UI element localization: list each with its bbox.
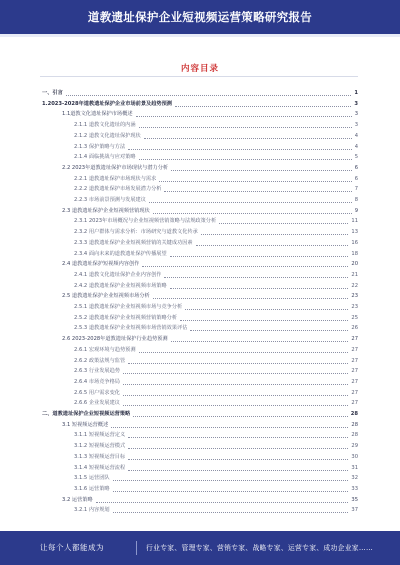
toc-entry[interactable] (74, 441, 358, 451)
toc-leader-dots (113, 512, 349, 513)
toc-entry-label: 2.2.1 道教遗址保护市场现状与需求 (74, 175, 157, 182)
footer-slogan: 让每个人都能成为 (40, 543, 104, 552)
toc-entry[interactable] (74, 142, 358, 152)
toc-entry-page: 3 (354, 122, 358, 129)
toc-entry[interactable] (62, 259, 358, 269)
toc-entry-label: 2.6 2023-2028年道教遗址保护行业趋势预测 (62, 336, 168, 343)
toc-leader-dots (113, 491, 349, 492)
toc-entry-label: 2.6.5 用户需求变化 (74, 389, 120, 396)
toc-entry[interactable] (74, 131, 358, 141)
toc-entry-label: 3.1 短视频运营概述 (62, 421, 109, 428)
toc-leader-dots (180, 320, 348, 321)
toc-entry-label: 2.5.1 道教遗址保护企业短视频市场与竞争分析 (74, 304, 183, 310)
toc-leader-dots (128, 363, 348, 364)
toc-entry-page: 27 (351, 389, 358, 396)
toc-entry-label: 2.6.3 行业发展趋势 (74, 368, 120, 375)
toc-leader-dots (201, 234, 349, 235)
toc-entry-page: 27 (351, 336, 358, 343)
toc-entry[interactable] (74, 430, 358, 440)
toc-entry[interactable] (74, 484, 358, 494)
toc-entry-page: 29 (351, 443, 358, 450)
toc-entry-page: 4 (354, 132, 358, 139)
toc-entry-label: 2.6.4 市场竞争格局 (74, 378, 120, 385)
toc-entry-page: 22 (351, 282, 358, 289)
toc-entry-page: 23 (351, 304, 358, 310)
toc-entry-label: 3.1.5 运营团队 (74, 475, 110, 482)
toc-entry-page: 31 (351, 464, 358, 471)
toc-entry[interactable] (74, 174, 358, 184)
toc-leader-dots (170, 288, 349, 289)
toc-entry-page: 16 (351, 239, 358, 246)
toc-entry[interactable] (74, 302, 358, 312)
toc-leader-dots (128, 437, 348, 438)
toc-entry-label: 2.1.4 面临挑战与应对策略 (74, 154, 136, 161)
toc-entry[interactable] (62, 163, 358, 173)
toc-leader-dots (128, 470, 348, 471)
toc-entry-label: 2.4 道教遗址保护短视频内容创作 (62, 261, 140, 268)
toc-entry[interactable] (42, 99, 358, 109)
toc-entry[interactable] (74, 323, 358, 333)
toc-leader-dots (139, 352, 349, 353)
toc-entry[interactable] (74, 152, 358, 162)
toc-entry-label: 3.1.3 短视频运营目标 (74, 453, 126, 460)
toc-leader-dots (190, 330, 348, 331)
header-bar (0, 0, 400, 34)
toc-entry[interactable] (74, 120, 358, 130)
toc-entry-page: 7 (354, 186, 358, 193)
toc-entry-label: 二、道教遗址保护企业短视频运营策略 (42, 411, 131, 417)
report-title: 道教遗址保护企业短视频运营策略研究报告 (87, 10, 313, 24)
toc-entry-page: 1 (354, 90, 358, 96)
toc-entry-page: 27 (351, 400, 358, 407)
toc-entry-page: 8 (354, 197, 358, 203)
toc-entry[interactable] (74, 473, 358, 483)
toc-entry[interactable] (74, 216, 358, 226)
toc-leader-dots (144, 138, 352, 139)
toc-entry-label: 2.2.2 道教遗址保护市场发展潜力分析 (74, 186, 162, 193)
toc-entry[interactable] (74, 388, 358, 398)
toc-entry-page: 30 (351, 453, 358, 460)
toc-entry-label: 2.3 道教遗址保护企业短视频营销现状 (62, 207, 150, 214)
toc-leader-dots (153, 213, 352, 214)
toc-entry-label: 2.4.2 道教遗址保护企业短视频市场策略 (74, 282, 167, 289)
toc-entry[interactable] (74, 249, 358, 259)
toc-leader-dots (142, 266, 348, 267)
toc-entry[interactable] (62, 291, 358, 301)
toc-entry-label: 一、引言 (42, 90, 63, 96)
toc-leader-dots (128, 448, 348, 449)
toc-entry-page: 11 (351, 218, 358, 225)
toc-entry-label: 2.3.3 道教遗址保护企业短视频营销的关键成功因素 (74, 239, 193, 246)
toc-leader-dots (123, 373, 348, 374)
toc-entry-page: 9 (354, 207, 358, 214)
toc-leader-dots (139, 127, 352, 128)
toc-entry-page: 21 (351, 271, 358, 278)
toc-entry[interactable] (62, 495, 358, 505)
toc-entry[interactable] (74, 463, 358, 473)
toc-entry-page: 28 (351, 432, 358, 439)
toc-leader-dots (185, 309, 348, 310)
toc-entry[interactable] (62, 109, 358, 119)
toc-entry-page: 3 (354, 100, 358, 107)
toc-leader-dots (159, 181, 351, 182)
toc-entry[interactable] (62, 334, 358, 344)
toc-entry[interactable] (74, 366, 358, 376)
toc-leader-dots (170, 256, 349, 257)
toc-entry-page: 27 (351, 357, 358, 364)
toc-entry-label: 2.2 2023年道教遗址保护市场现状与潜力分析 (62, 164, 169, 171)
toc-entry[interactable] (74, 313, 358, 323)
toc-entry-page: 37 (351, 507, 358, 514)
toc-entry-label: 1.1道教文化遗址保护市场概述 (62, 111, 133, 118)
toc-leader-dots (96, 502, 349, 503)
footer-bar (0, 531, 400, 565)
toc-entry-page: 28 (351, 421, 358, 428)
toc-entry-label: 2.5.2 道教遗址保护企业短视频营销策略分析 (74, 314, 178, 321)
toc-entry-label: 3.2.1 内容规划 (74, 507, 110, 514)
toc-entry-page: 28 (350, 411, 358, 417)
toc-entry[interactable] (74, 238, 358, 248)
toc-entry[interactable] (74, 270, 358, 280)
toc-leader-dots (153, 298, 349, 299)
toc-entry-page: 6 (354, 175, 358, 182)
toc-entry-page: 32 (351, 475, 358, 482)
toc-leader-dots (123, 395, 348, 396)
header-underline (0, 34, 400, 37)
toc-entry-label: 2.1.3 保护策略与方法 (74, 143, 126, 150)
toc-entry[interactable] (74, 505, 358, 515)
toc-leader-dots (149, 202, 352, 203)
footer-roles: 行业专家、管理专家、营销专家、战略专家、运营专家、成功企业家…… (146, 544, 374, 552)
toc-leader-dots (219, 223, 348, 224)
toc-entry-label: 3.2 运营策略 (62, 496, 93, 503)
toc-entry[interactable] (74, 281, 358, 291)
toc-entry-label: 2.4.1 道教文化遗址保护企业内容创作 (74, 271, 162, 278)
toc-leader-dots (136, 116, 352, 117)
toc-entry-label: 2.1.1 道教文化遗址的内涵 (74, 122, 136, 129)
toc-entry-label: 2.3.2 用户群体与需求分析：市场研究与道教文化传承 (74, 229, 198, 236)
toc-entry-label: 2.5.3 道教遗址保护企业短视频市场营销效果评估 (74, 325, 188, 332)
toc-entry[interactable] (74, 345, 358, 355)
toc-entry-page: 23 (351, 293, 358, 300)
toc-entry-page: 5 (354, 154, 358, 161)
toc-leader-dots (164, 277, 348, 278)
toc-entry-page: 33 (351, 485, 358, 492)
toc-entry-label: 2.5 道教遗址保护企业短视频市场分析 (62, 293, 150, 300)
toc-entry-label: 2.1.2 道教文化遗址保护现状 (74, 132, 141, 139)
toc-leader-dots (171, 170, 352, 171)
toc-entry[interactable] (74, 227, 358, 237)
toc-leader-dots (128, 149, 352, 150)
toc-leader-dots (171, 341, 349, 342)
toc-entry[interactable] (74, 184, 358, 194)
toc-entry-label: 2.6.2 政策法规与监管 (74, 357, 126, 364)
toc-entry-label: 2.3.4 面向未来的道教遗址保护传播展望 (74, 250, 167, 257)
toc-entry-page: 20 (351, 261, 358, 268)
toc-entry-page: 6 (354, 164, 358, 171)
footer-divider (136, 541, 137, 555)
toc-leader-dots (164, 191, 351, 192)
toc-entry-label: 3.1.1 短视频运营定义 (74, 432, 126, 439)
toc-entry[interactable] (74, 356, 358, 366)
toc-entry[interactable] (74, 377, 358, 387)
toc-entry-label: 2.6.1 宏观环境与趋势预测 (74, 346, 136, 353)
toc-entry-page: 18 (351, 250, 358, 257)
toc-entry-label: 3.1.6 运营策略 (74, 485, 110, 492)
toc-entry-page: 27 (351, 368, 358, 375)
toc-entry-label: 2.3.1 2023年市场概况与企业短视频营销策略与法规政策分析 (74, 218, 217, 225)
toc-leader-dots (128, 459, 348, 460)
toc-entry[interactable] (74, 195, 358, 205)
toc-leader-dots (175, 106, 351, 107)
toc-title: 内容目录 (180, 64, 219, 74)
toc-entry[interactable] (74, 398, 358, 408)
toc-leader-dots (111, 427, 348, 428)
toc-leader-dots (139, 159, 352, 160)
toc-entry-label: 3.1.4 短视频运营流程 (74, 464, 126, 471)
toc-entry-page: 26 (351, 325, 358, 332)
toc-entry[interactable] (62, 420, 358, 430)
toc-entry[interactable] (42, 88, 358, 98)
toc-entry-page: 27 (351, 346, 358, 353)
toc-entry-label: 2.6.6 企业发展建议 (74, 400, 120, 407)
toc-divider (40, 76, 358, 77)
toc-leader-dots (66, 95, 352, 96)
toc-entry-page: 25 (351, 314, 358, 321)
toc-entry-page: 27 (351, 378, 358, 385)
toc-entry[interactable] (74, 452, 358, 462)
toc-entry-page: 3 (354, 111, 358, 118)
toc-leader-dots (133, 416, 348, 417)
toc-leader-dots (123, 384, 348, 385)
toc-leader-dots (196, 245, 349, 246)
toc-entry-label: 1.2023-2028年道教遗址保护企业市场前景及趋势预测 (42, 100, 172, 107)
toc-leader-dots (123, 405, 348, 406)
toc-entry-page: 35 (351, 496, 358, 503)
toc-entry[interactable] (62, 206, 358, 216)
toc-entry-page: 4 (354, 143, 358, 150)
toc-entry-label: 3.1.2 短视频运营模式 (74, 443, 126, 450)
toc-leader-dots (113, 480, 349, 481)
toc-entry-label: 2.2.3 市场前景预测与发展建议 (74, 197, 146, 203)
toc-entry[interactable] (42, 409, 358, 419)
toc-entry-page: 13 (351, 229, 358, 236)
